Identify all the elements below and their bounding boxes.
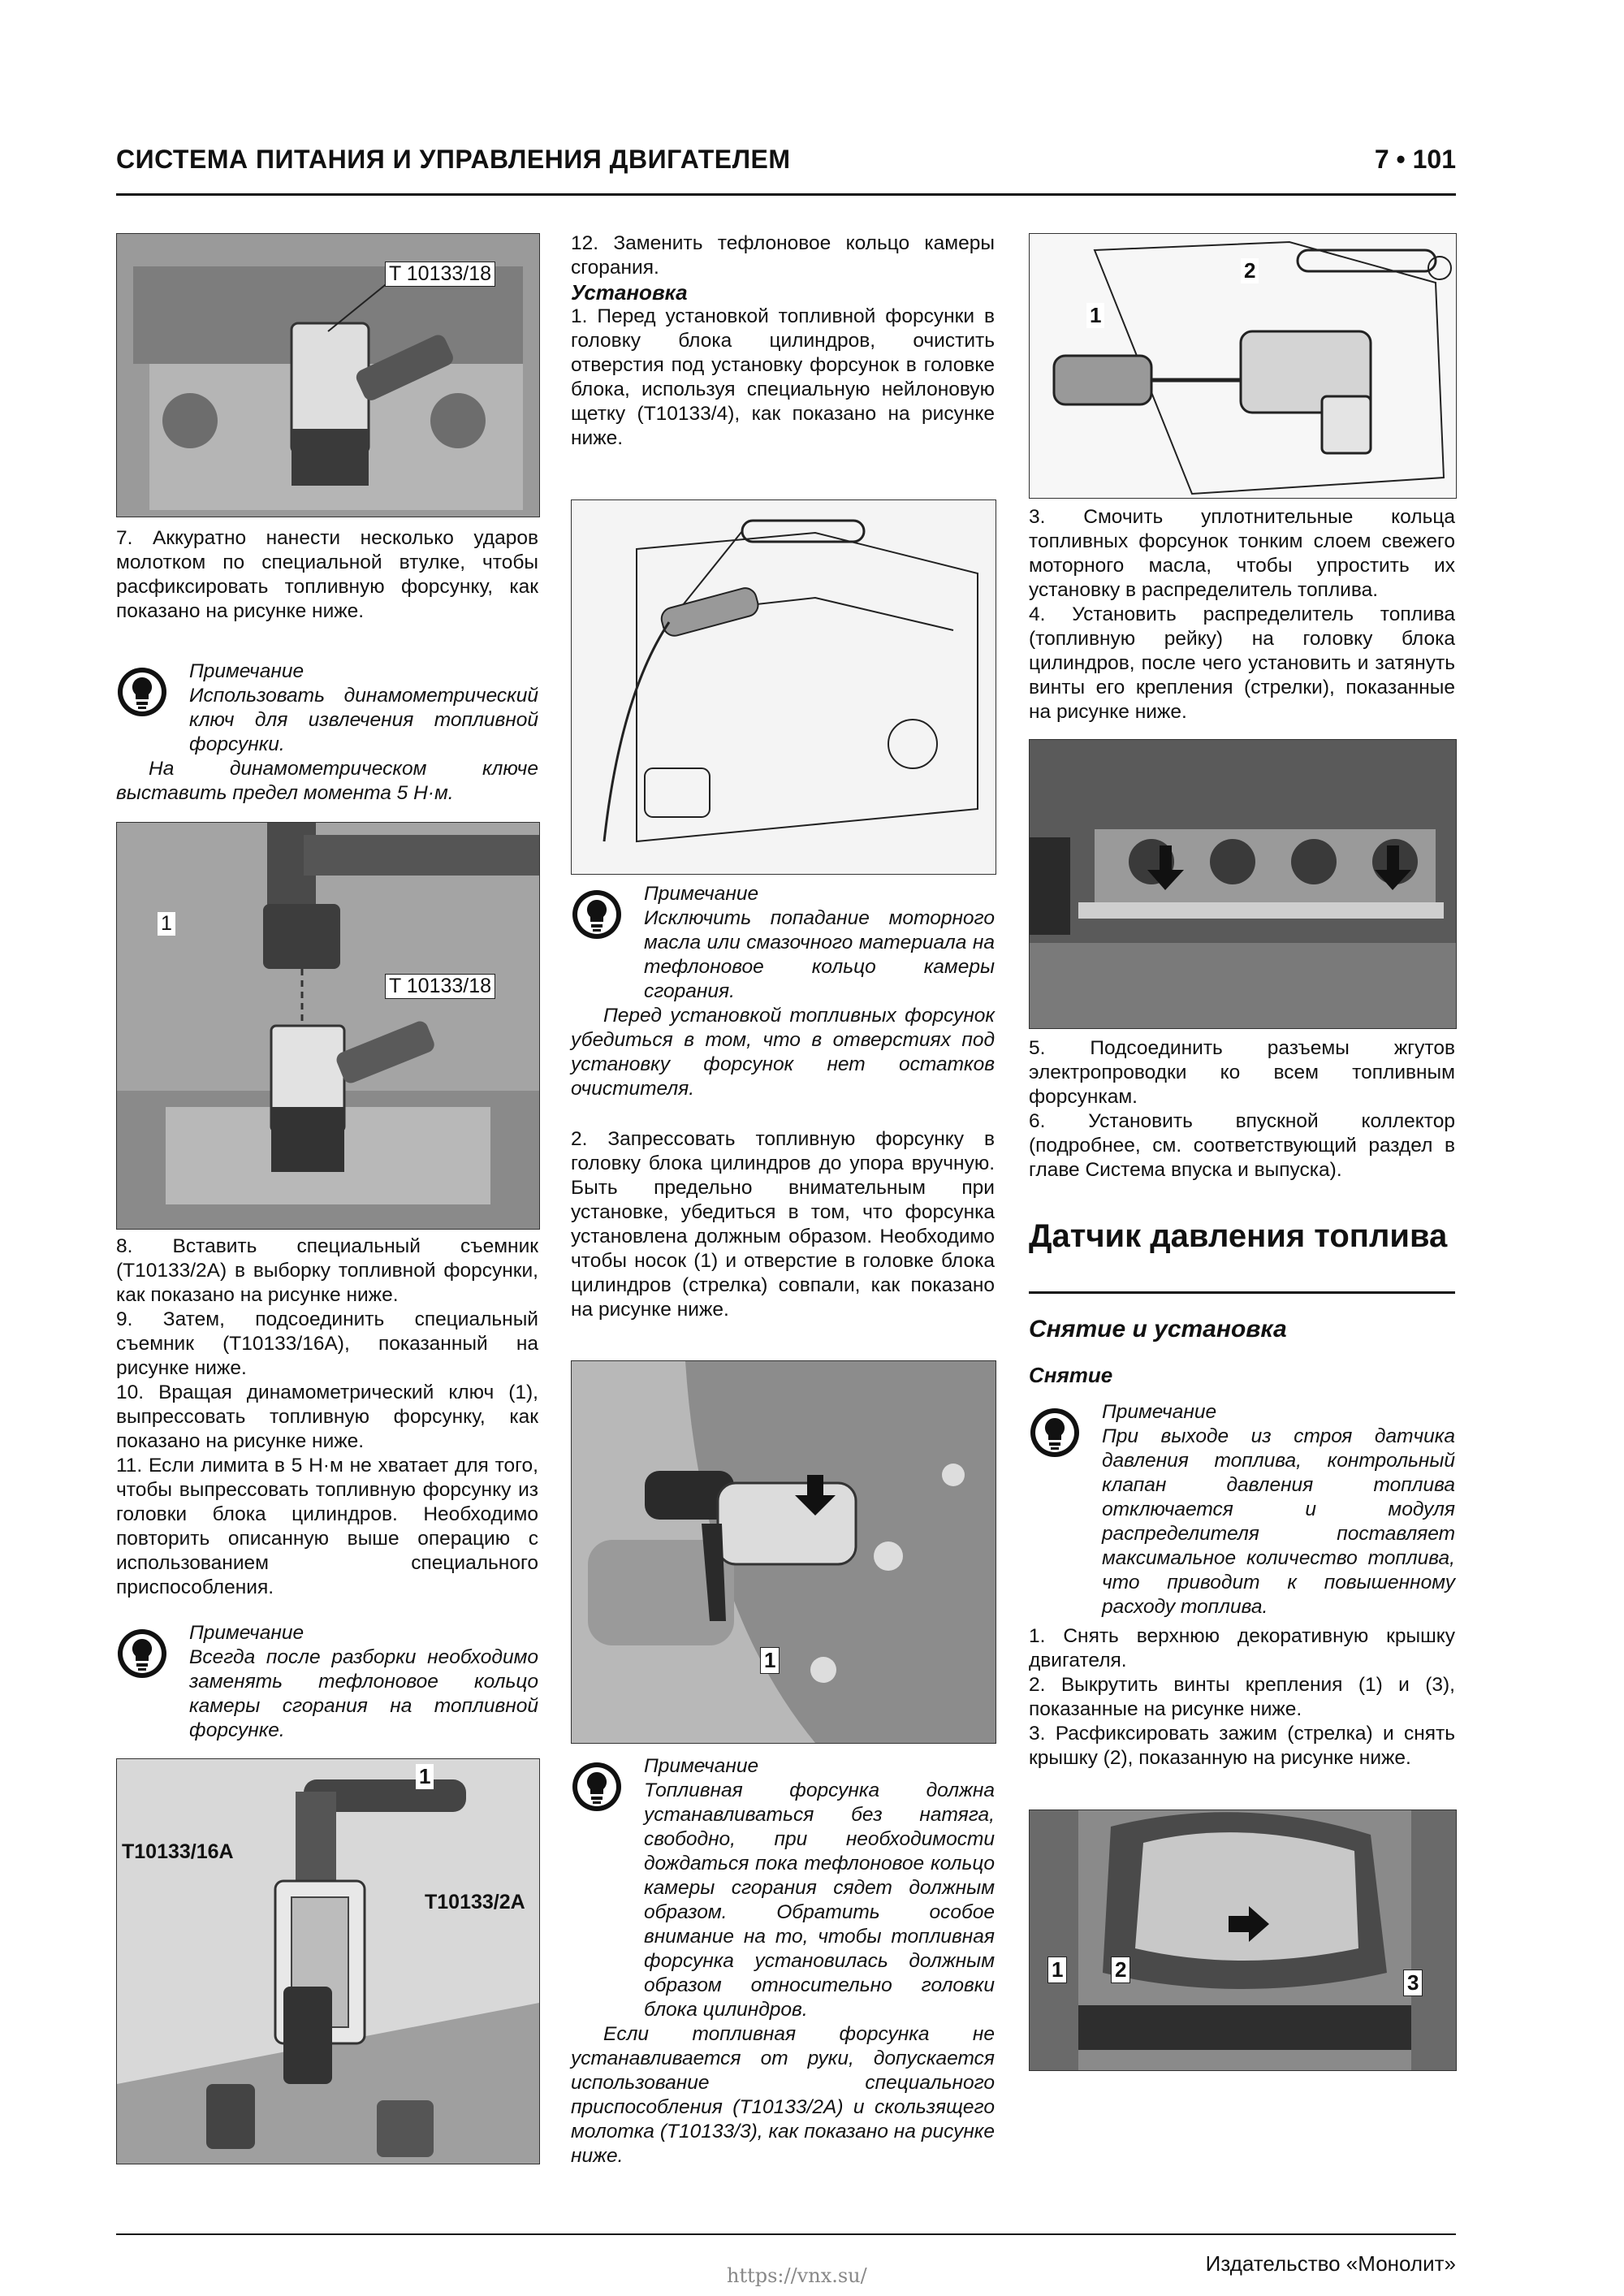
lightbulb-icon (571, 889, 623, 940)
step-7 (116, 526, 538, 624)
source-url[interactable]: https://vnx.su/ (727, 2264, 867, 2287)
figure-torque-wrench (116, 822, 540, 1230)
note-body: Использовать динамометрический ключ для извлечения топливной форсунки. (189, 685, 538, 755)
install-step-4: 4. Установить распределитель топлива (топливную рейку) на головку блока цилиндров, после чего установить и затянуть винты его крепления (стрелки), показанные на рисунке ниже. (1029, 603, 1455, 723)
note-extra: Перед установкой топливных форсунок убедиться в том, что в отверстиях под установку форсунок нет остатков очистителя. (571, 1005, 995, 1100)
page-header (116, 145, 1456, 184)
note-extra: Если топливная форсунка не устанавливается от руки, допускается использование специального приспособления (T10133/2A) и скользящего молотка (T10133/3), как показано на рисунке ниже. (571, 2023, 995, 2167)
callout-1: 1 (1047, 1957, 1067, 1983)
install-step-6: 6. Установить впускной коллектор (подробнее, см. соответствующий раздел в главе Система впуска и выпуска). (1029, 1110, 1455, 1181)
callout-1: 1 (1086, 303, 1104, 328)
note-body: Исключить попадание моторного масла или смазочного материала на тефлоновое кольцо камеры сгорания. (644, 907, 995, 1002)
figure-injector-sleeve (116, 233, 540, 517)
figure-nylon-brush (571, 499, 996, 875)
section-title: СИСТЕМА ПИТАНИЯ И УПРАВЛЕНИЯ ДВИГАТЕЛЕМ (116, 145, 791, 174)
note-title: Примечание (189, 1622, 304, 1644)
removal-steps (1029, 1624, 1455, 1771)
note-body: Всегда после разборки необходимо заменять тефлоновое кольцо камеры сгорания на топливной форсунке. (189, 1646, 538, 1741)
header-rule (116, 193, 1456, 196)
callout-3: 3 (1403, 1970, 1423, 1996)
note-teflon-ring (116, 1621, 538, 1743)
step-text: 7. Аккуратно нанести несколько ударов молотком по специальной втулке, чтобы расфиксировать топливную форсунку, как показано на рисунке ниже. (116, 527, 538, 622)
lightbulb-icon (1029, 1407, 1081, 1459)
figure-engine-cover (1029, 1810, 1457, 2071)
figure-slide-hammer (1029, 233, 1457, 499)
install-step-2 (571, 1127, 995, 1322)
removal-step-2: 2. Выкрутить винты крепления (1) и (3), показанные на рисунке ниже. (1029, 1674, 1455, 1720)
callout-1: 1 (760, 1647, 780, 1674)
install-step-5: 5. Подсоединить разъемы жгутов электропроводки ко всем топливным форсункам. (1029, 1037, 1455, 1108)
section-heading: Датчик давления топлива (1029, 1218, 1448, 1254)
lightbulb-icon (116, 1628, 168, 1680)
note-oil-contamination (571, 882, 995, 1101)
install-steps-5-6 (1029, 1036, 1455, 1183)
install-heading: Установка (571, 280, 688, 305)
removal-heading: Снятие (1029, 1363, 1113, 1387)
callout-2: 2 (1111, 1957, 1130, 1983)
step-12-and-install (571, 231, 995, 451)
figure-label: T 10133/18 (385, 262, 495, 287)
step-12: 12. Заменить тефлоновое кольцо камеры сгорания. (571, 232, 995, 279)
subsection-heading: Снятие и установка (1029, 1316, 1287, 1343)
note-title: Примечание (189, 660, 304, 682)
lightbulb-icon (116, 666, 168, 718)
note-pressure-sensor (1029, 1400, 1455, 1619)
step-9: 9. Затем, подсоединить специальный съемник (T10133/16A), показанный на рисунке ниже. (116, 1308, 538, 1379)
publisher: Издательство «Монолит» (1205, 2251, 1456, 2276)
install-steps-3-4 (1029, 505, 1455, 724)
install-step-3: 3. Смочить уплотнительные кольца топливных форсунок тонким слоем свежего моторного масла, чтобы упростить их установку в распределитель топлива. (1029, 506, 1455, 601)
tool-label-16a: T10133/16A (122, 1840, 234, 1863)
note-torque-wrench (116, 659, 538, 806)
note-title: Примечание (644, 1755, 759, 1777)
footer-rule (116, 2233, 1456, 2235)
note-title: Примечание (644, 883, 759, 905)
figure-puller-tools (116, 1758, 540, 2164)
callout-1: 1 (158, 912, 175, 936)
note-title: Примечание (1102, 1401, 1217, 1423)
note-extra: На динамометрическом ключе выставить предел момента 5 Н·м. (116, 758, 538, 804)
lightbulb-icon (571, 1761, 623, 1813)
install-step-1: 1. Перед установкой топливной форсунки в головку блока цилиндров, очистить отверстия под установку форсунок в головке блока, используя специальную нейлоновую щетку (T10133/4), как показано на рисунке ниже. (571, 305, 995, 449)
note-injector-fit (571, 1754, 995, 2168)
note-body: Топливная форсунка должна устанавливаться без натяга, свободно, при необходимости дождаться пока тефлоновое кольцо камеры сгорания сядет должным образом. Обратить особое внимание на то, чтобы топливная форсунка установилась должным образом относительно головки блока цилиндров. (644, 1779, 995, 2021)
page-number: 7 • 101 (1374, 145, 1456, 174)
step-text: 2. Запрессовать топливную форсунку в головку блока цилиндров до упора вручную. Быть предельно внимательным при установке, убедиться в том, что форсунка установлена должным образом. Необходимо чтобы носок (1) и отверстие в головке блока цилиндров (стрелка) совпали, как показано на рисунке ниже. (571, 1128, 995, 1321)
removal-step-1: 1. Снять верхнюю декоративную крышку двигателя. (1029, 1625, 1455, 1671)
figure-label: T 10133/18 (385, 974, 495, 999)
tool-label-2a: T10133/2A (425, 1891, 525, 1913)
figure-injector-alignment (571, 1360, 996, 1744)
callout-2: 2 (1241, 258, 1259, 283)
steps-8-11 (116, 1234, 538, 1600)
section-rule (1029, 1291, 1455, 1294)
step-10: 10. Вращая динамометрический ключ (1), выпрессовать топливную форсунку, как показано на рисунке ниже. (116, 1381, 538, 1452)
figure-fuel-rail (1029, 739, 1457, 1029)
step-11: 11. Если лимита в 5 Н·м не хватает для того, чтобы выпрессовать топливную форсунку из головки блока цилиндров. Необходимо повторить описанную выше операцию с использованием специального приспособления. (116, 1455, 538, 1598)
removal-step-3: 3. Расфиксировать зажим (стрелка) и снять крышку (2), показанную на рисунке ниже. (1029, 1723, 1455, 1769)
step-8: 8. Вставить специальный съемник (T10133/2A) в выборку топливной форсунки, как показано на рисунке ниже. (116, 1235, 538, 1306)
callout-1: 1 (416, 1764, 434, 1789)
note-body: При выходе из строя датчика давления топлива, контрольный клапан давления топлива отключается и модуля распределителя поставляет максимальное количество топлива, что приводит к повышенному расходу топлива. (1102, 1425, 1455, 1618)
